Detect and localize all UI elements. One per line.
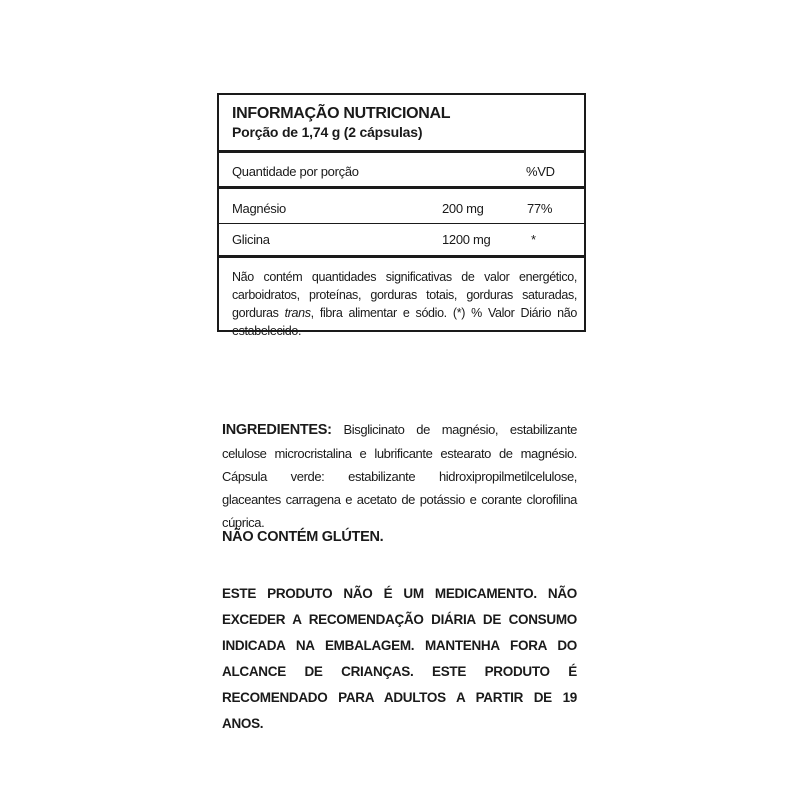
vd-header: %VD [526,164,555,179]
footnote-trans: trans [284,306,311,320]
nutrition-footnote [232,268,577,340]
ingredients-label: INGREDIENTES: [222,422,332,438]
nutrition-title: INFORMAÇÃO NUTRICIONAL [232,105,451,122]
divider-thin [219,223,584,224]
divider-thick [219,150,584,153]
gluten-statement: NÃO CONTÉM GLÚTEN. [222,529,384,545]
quantity-header: Quantidade por porção [232,164,359,179]
divider-thick [219,255,584,258]
nutrient-name: Magnésio [232,201,286,216]
divider-thick [219,186,584,189]
nutrient-amount: 1200 mg [442,232,491,247]
nutrient-vd: 77% [527,201,553,216]
nutrient-name: Glicina [232,232,270,247]
footnote-text: Não contém quantidades significativas de valor energético, carboidratos, proteínas, gorduras totais, gorduras saturadas, gorduras [232,270,577,320]
nutrition-facts-table [217,93,586,338]
ingredients-paragraph [222,418,577,534]
warning-text: ESTE PRODUTO NÃO É UM MEDICAMENTO. NÃO EXCEDER A RECOMENDAÇÃO DIÁRIA DE CONSUMO INDICADA NA EMBALAGEM. MANTENHA FORA DO ALCANCE DE CRIANÇAS. ESTE PRODUTO É RECOMENDADO PARA ADULTOS A PARTIR DE 19 ANOS. [222,586,577,731]
nutrient-amount: 200 mg [442,201,484,216]
footnote-text-end: , fibra alimentar e sódio. (*) % Valor Diário não estabelecido. [232,306,577,338]
portion-size: Porção de 1,74 g (2 cápsulas) [232,124,423,140]
ingredients-text: Bisglicinato de magnésio, estabilizante celulose microcristalina e lubrificante estearato de magnésio. Cápsula verde: estabilizante hidroxipropilmetilcelulose, glaceantes carragena e acetato de potássio e corante clorofilina cúprica. [222,422,577,530]
nutrient-vd: * [531,232,536,247]
